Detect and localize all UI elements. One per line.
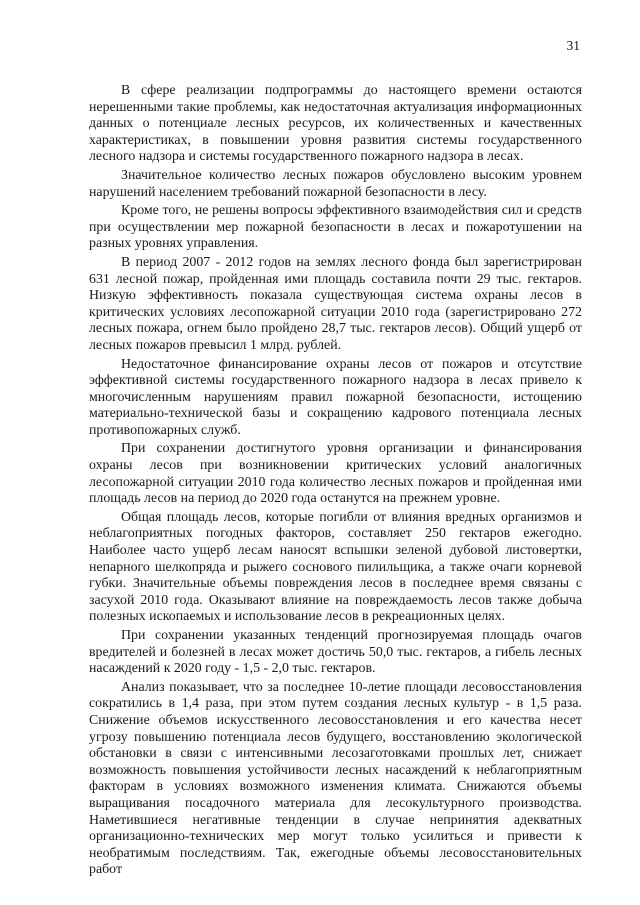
paragraph: Общая площадь лесов, которые погибли от влияния вредных организмов и неблагоприятных погодных факторов, составляет 250 гектаров ежегодно. Наиболее часто ущерб лесам наносят вспышки зеленой дубовой листовертки, непарного шелкопряда и рыжего соснового пилильщика, а также очаги корневой губки. Значительные объемы повреждения лесов в последнее время связаны с засухой 2010 года. Оказывают влияние на повреждаемость лесов также добыча полезных ископаемых и использование лесов в рекреационных целях. bbox=[89, 509, 582, 625]
paragraph: Недостаточное финансирование охраны лесов от пожаров и отсутствие эффективной системы государственного пожарного надзора в лесах привело к многочисленным нарушениям правил пожарной безопасности, истощению материально-технической базы и сокращению кадрового потенциала лесных противопожарных служб. bbox=[89, 356, 582, 438]
paragraph: При сохранении указанных тенденций прогнозируемая площадь очагов вредителей и болезней в лесах может достичь 50,0 тыс. гектаров, а гибель лесных насаждений к 2020 году - 1,5 - 2,0 тыс. гектаров. bbox=[89, 628, 582, 677]
paragraph: В сфере реализации подпрограммы до настоящего времени остаются нерешенными такие проблемы, как недостаточная актуализация информационных данных о потенциале лесных ресурсов, их количественных и качественных характеристиках, в повышении уровня развития системы государственного лесного надзора и системы государственного пожарного надзора в лесах. bbox=[89, 83, 582, 165]
paragraph: Значительное количество лесных пожаров обусловлено высоким уровнем нарушений населением требований пожарной безопасности в лесу. bbox=[89, 167, 582, 200]
paragraph: Кроме того, не решены вопросы эффективного взаимодействия сил и средств при осуществлении мер пожарной безопасности в лесах и пожаротушении на разных уровнях управления. bbox=[89, 203, 582, 252]
paragraph: При сохранении достигнутого уровня организации и финансирования охраны лесов при возникновении критических условий аналогичных лесопожарной ситуации 2010 года количество лесных пожаров и пройденная ими площадь лесов на период до 2020 года останутся на прежнем уровне. bbox=[89, 441, 582, 507]
paragraph: В период 2007 - 2012 годов на землях лесного фонда был зарегистрирован 631 лесной пожар, пройденная ими площадь составила почти 29 тыс. гектаров. Низкую эффективность показала существующая система охраны лесов в критических условиях лесопожарной ситуации 2010 года (зарегистрировано 272 лесных пожара, огнем было пройдено 28,7 тыс. гектаров лесов). Общий ущерб от лесных пожаров превысил 1 млрд. рублей. bbox=[89, 254, 582, 353]
body-text bbox=[89, 83, 582, 881]
page-number: 31 bbox=[566, 38, 580, 53]
paragraph: Анализ показывает, что за последнее 10-летие площади лесовосстановления сократились в 1,4 раза, при этом путем создания лесных культур - в 1,5 раза. Снижение объемов искусственного лесовосстановления и его качества несет угрозу повышению потенциала лесов будущего, восстановлению экологической обстановки в связи с интенсивными лесозаготовками прошлых лет, снижает возможность повышения устойчивости лесных насаждений к неблагоприятным факторам в условиях возможного изменения климата. Снижаются объемы выращивания посадочного материала для лесокультурного производства. Наметившиеся негативные тенденции в случае непринятия адекватных организационно-технических мер могут только усилиться и привести к необратимым последствиям. Так, ежегодные объемы лесовосстановительных работ bbox=[89, 679, 582, 878]
